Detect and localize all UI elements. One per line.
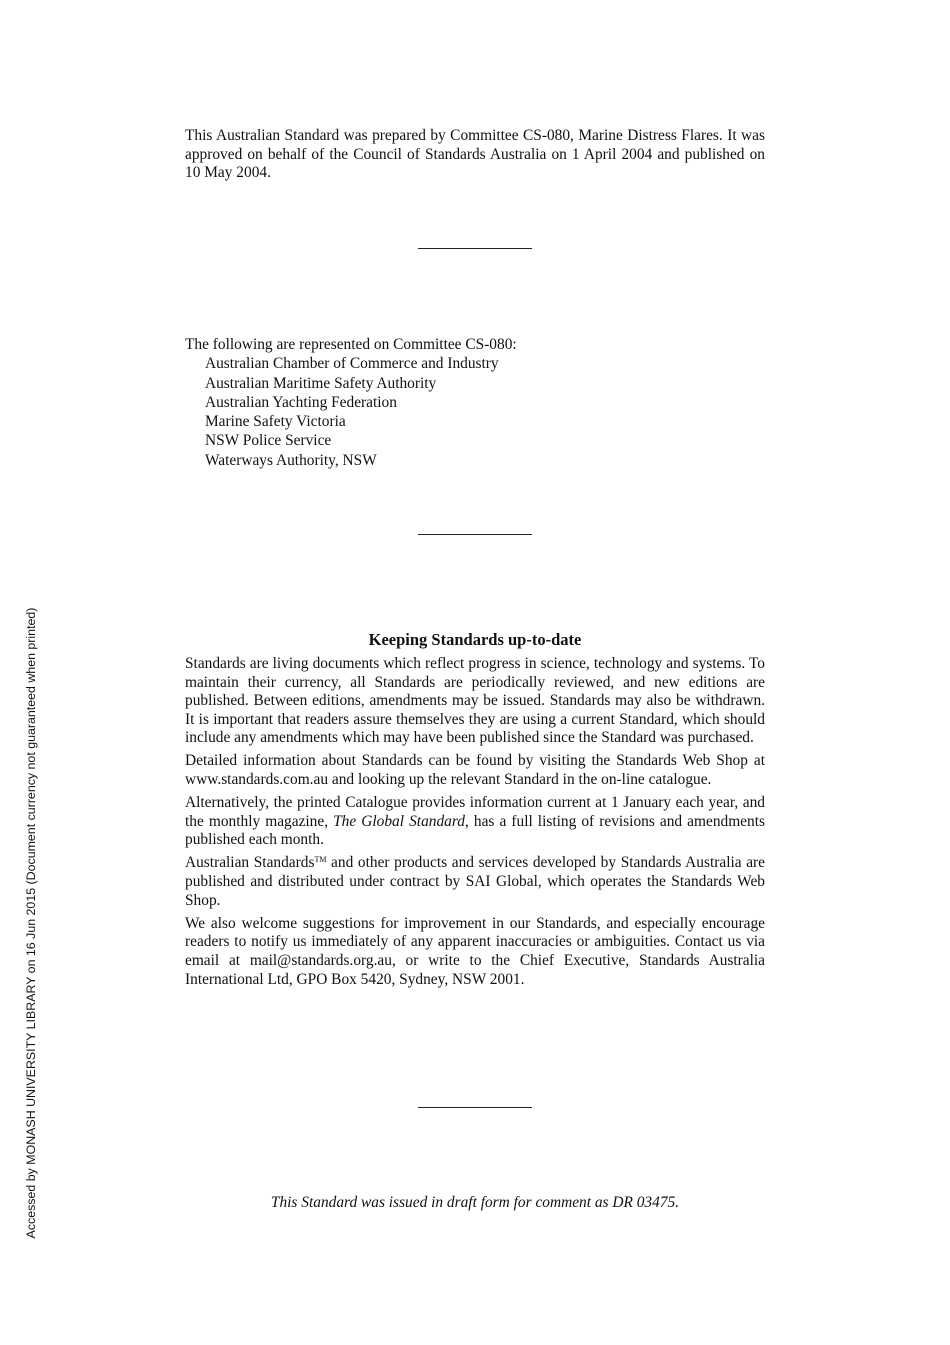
access-stamp: Accessed by MONASH UNIVERSITY LIBRARY on 16 Jun 2015 (Document currency not guaranteed when printed) [24, 607, 38, 1239]
paragraph-text: Alternatively, the printed Catalogue provides information current at 1 January each year, and the monthly magazine, [185, 794, 765, 830]
magazine-title: The Global Standard [333, 812, 465, 830]
committee-intro: The following are represented on Committee CS-080: [185, 336, 517, 353]
section-divider [418, 534, 532, 535]
committee-member: NSW Police Service [205, 432, 332, 450]
paragraph-text: and other products and services developed by Standards Australia are published and distributed under contract by SAI Global, which operates the Standards Web Shop. [185, 854, 765, 909]
paragraph: We also welcome suggestions for improvement in our Standards, and especially encourage readers to notify us immediately of any apparent inaccuracies or ambiguities. Contact us via email at mail@standards.org.au, or write to the Chief Executive, Standards Australia International Ltd, GPO Box 5420, Sydney, NSW 2001. [185, 914, 765, 988]
paragraph-text: , has a full listing of revisions and amendments published each month. [185, 812, 765, 849]
section-divider [418, 1107, 532, 1108]
committee-member: Marine Safety Victoria [205, 413, 346, 431]
paragraph [185, 794, 765, 850]
section-divider [418, 248, 532, 249]
committee-member: Australian Maritime Safety Authority [205, 374, 437, 392]
keeping-up-to-date-heading: Keeping Standards up-to-date [368, 630, 582, 649]
paragraph: Standards are living documents which reflect progress in science, technology and systems. To maintain their currency, all Standards are periodically reviewed, and new editions are published. Between editions, amendments may be issued. Standards may also be withdrawn. It is important that readers assure themselves they are using a current Standard, which should include any amendments which may have been published since the Standard was purchased. [185, 655, 765, 747]
paragraph-text: Australian Standards [185, 854, 315, 872]
committee-member-list [185, 354, 765, 470]
draft-note: This Standard was issued in draft form for comment as DR 03475. [270, 1194, 680, 1211]
keeping-up-to-date-body [185, 655, 765, 994]
trademark-mark: TM [314, 855, 327, 865]
committee-member: Waterways Authority, NSW [205, 451, 377, 469]
committee-member: Australian Yachting Federation [205, 393, 397, 411]
paragraph [185, 854, 765, 910]
committee-member: Australian Chamber of Commerce and Industry [205, 355, 499, 373]
paragraph: Detailed information about Standards can be found by visiting the Standards Web Shop at www.standards.com.au and looking up the relevant Standard in the on-line catalogue. [185, 752, 765, 789]
committee-section [185, 335, 765, 470]
preparation-note: This Australian Standard was prepared by Committee CS-080, Marine Distress Flares. It was approved on behalf of the Council of Standards Australia on 1 April 2004 and published on 10 May 2004. [185, 127, 765, 182]
